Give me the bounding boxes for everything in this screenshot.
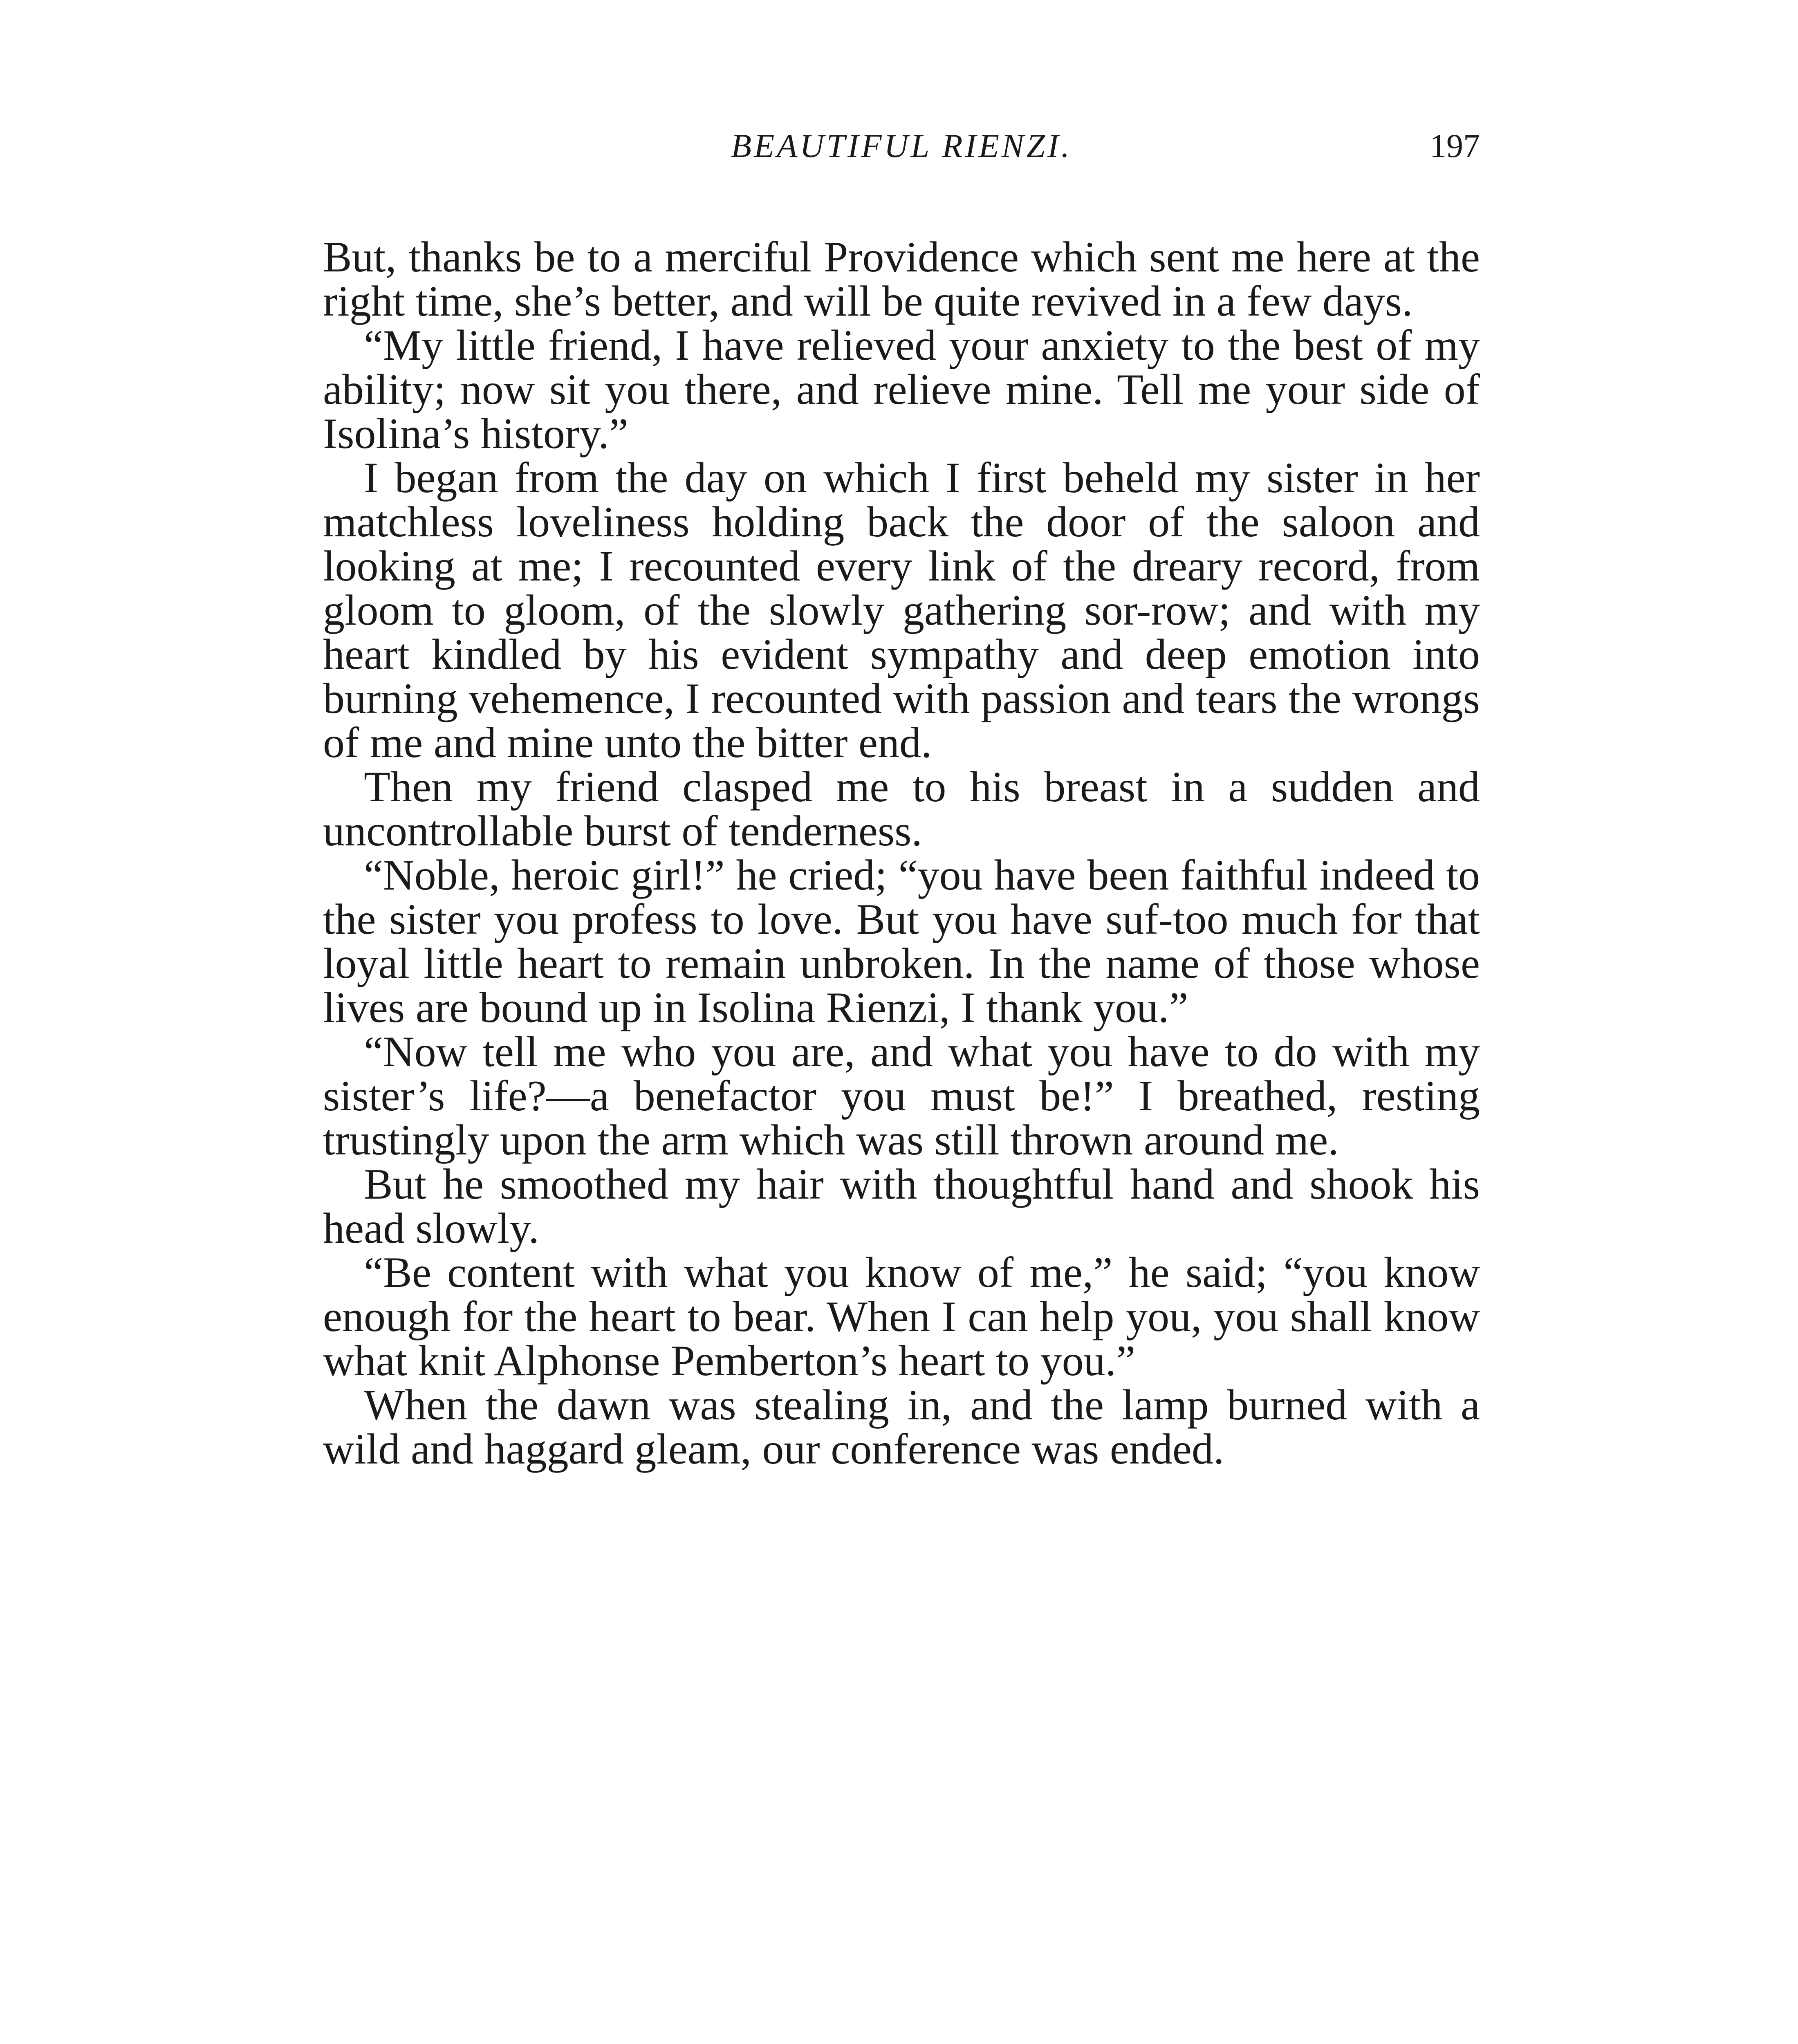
page-number: 197: [1430, 127, 1480, 164]
paragraph: But he smoothed my hair with thoughtful hand and shook his head slowly.: [323, 1160, 1480, 1252]
paragraph: But, thanks be to a merciful Providence which sent me here at the right time, she’s better, and will be quite revived in a few days.: [323, 233, 1480, 325]
running-title: BEAUTIFUL RIENZI.: [731, 127, 1072, 164]
paragraph: “Be content with what you know of me,” he said; “you know enough for the heart to bear. When I can help you, you shall know what knit Alphonse Pemberton’s heart to you.”: [323, 1248, 1480, 1385]
paragraph: I began from the day on which I first beheld my sister in her matchless loveliness holding back the door of the saloon and looking at me; I recounted every link of the dreary record, from gloom to gloom, of the slowly gathering sor-row; and with my heart kindled by his evident sympathy and deep emotion into burning vehemence, I recounted with passion and tears the wrongs of me and mine unto the bitter end.: [323, 454, 1480, 766]
paragraph: Then my friend clasped me to his breast in a sudden and uncontrollable burst of tenderness.: [323, 763, 1480, 855]
paragraph: “My little friend, I have relieved your anxiety to the best of my ability; now sit you there, and relieve mine. Tell me your side of Isolina’s history.”: [323, 321, 1480, 457]
paragraph: “Now tell me who you are, and what you have to do with my sister’s life?—a benefactor you must be!” I breathed, resting trustingly upon the arm which was still thrown around me.: [323, 1028, 1480, 1164]
page-header: [323, 127, 1480, 184]
body-text: [323, 235, 1480, 1471]
paragraph: When the dawn was stealing in, and the lamp burned with a wild and haggard gleam, our conference was ended.: [323, 1381, 1480, 1473]
paragraph: “Noble, heroic girl!” he cried; “you have been faithful indeed to the sister you profess to love. But you have suf-too much for that loyal little heart to remain unbroken. In the name of those whose lives are bound up in Isolina Rienzi, I thank you.”: [323, 851, 1480, 1031]
